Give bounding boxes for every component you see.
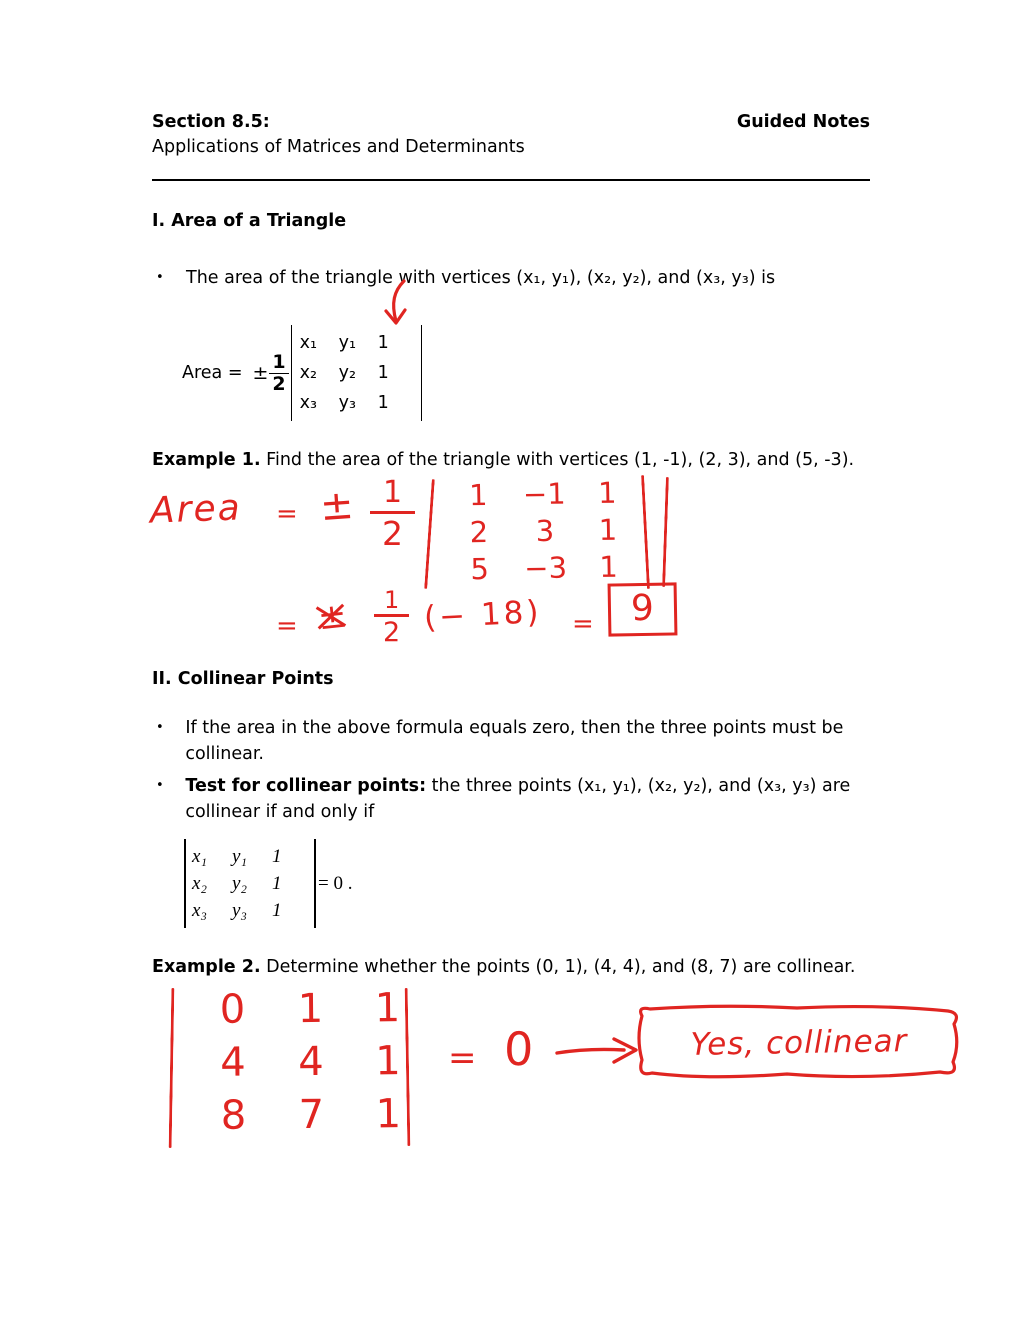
matrix-row bbox=[298, 358, 415, 388]
handwritten-one-half bbox=[370, 477, 415, 552]
matrix-cell: 1 bbox=[272, 900, 282, 921]
matrix-cell: 1 bbox=[377, 363, 389, 383]
matrix-cell: 4 bbox=[298, 1038, 324, 1086]
bullet-icon: • bbox=[156, 720, 164, 735]
conclusion-box bbox=[632, 1002, 966, 1084]
collinear-determinant-matrix bbox=[184, 839, 316, 928]
matrix-cell: x₁ bbox=[299, 333, 318, 353]
matrix-cell: 5 bbox=[470, 551, 490, 587]
hw-fraction-numerator: 1 bbox=[382, 475, 403, 510]
plus-minus-sign: ± bbox=[252, 362, 269, 384]
matrix-cell: 1 bbox=[374, 985, 401, 1032]
matrix-row bbox=[190, 897, 310, 924]
guided-notes-label: Guided Notes bbox=[736, 112, 870, 132]
matrix-cell: 1 bbox=[377, 393, 389, 413]
bullet-icon: • bbox=[156, 270, 164, 285]
matrix-cell: 1 bbox=[599, 549, 619, 585]
area-determinant-matrix bbox=[291, 325, 422, 421]
matrix-cell: 1 bbox=[598, 512, 618, 548]
matrix-cell: 8 bbox=[220, 1092, 247, 1139]
handwritten-zero: 0 bbox=[503, 1021, 535, 1077]
determinant-right-bar bbox=[641, 475, 650, 589]
matrix-cell: 4 bbox=[220, 1039, 246, 1086]
handwritten-determinant-value: (− 18) bbox=[423, 593, 543, 637]
matrix-cell: y₁ bbox=[232, 846, 248, 867]
handwritten-down-arrow-icon bbox=[374, 277, 418, 331]
handwritten-matrix bbox=[193, 985, 426, 1146]
matrix-cell: −3 bbox=[523, 550, 568, 586]
example1-body: Find the area of the triangle with vertices (1, -1), (2, 3), and (5, -3). bbox=[260, 450, 855, 470]
bullet-test-text bbox=[185, 773, 870, 825]
matrix-cell: 1 bbox=[375, 1038, 401, 1085]
matrix-cell: y₃ bbox=[338, 393, 357, 413]
handwritten-matrix bbox=[449, 475, 635, 589]
example2-body: Determine whether the points (0, 1), (4, 4), and (8, 7) are collinear. bbox=[260, 957, 856, 977]
matrix-cell: 1 bbox=[597, 475, 617, 511]
handwritten-one-half bbox=[374, 587, 409, 648]
matrix-cell: 7 bbox=[298, 1091, 325, 1139]
matrix-cell: 2 bbox=[469, 514, 489, 550]
subtitle: Applications of Matrices and Determinants bbox=[152, 137, 525, 157]
matrix-cell: 3 bbox=[535, 513, 555, 549]
bullet-icon: • bbox=[156, 778, 164, 793]
example1-handwork bbox=[149, 475, 870, 657]
header bbox=[152, 112, 870, 132]
bullet-area-formula bbox=[152, 265, 870, 291]
example2-text bbox=[152, 954, 872, 980]
matrix-cell: 1 bbox=[272, 846, 282, 867]
matrix-cell: 1 bbox=[375, 1091, 402, 1138]
determinant-left-bar bbox=[424, 479, 435, 589]
heading-collinear-points: II. Collinear Points bbox=[152, 669, 334, 689]
handwritten-equals: = bbox=[448, 1038, 477, 1078]
matrix-row bbox=[190, 843, 310, 870]
hw-fraction-numerator: 1 bbox=[383, 586, 400, 614]
test-for-collinear-body: the three points (x₁, y₁), (x₂, y₂), and (x₃, y₃) are collinear if and only if bbox=[185, 776, 851, 822]
matrix-cell: x₂ bbox=[192, 873, 208, 894]
matrix-cell: 0 bbox=[219, 986, 246, 1033]
handwritten-equals: = bbox=[276, 611, 298, 641]
test-for-collinear-label: Test for collinear points: bbox=[185, 776, 427, 796]
handwritten-equals: = bbox=[276, 499, 298, 529]
area-equals-label: Area = bbox=[182, 363, 243, 383]
boxed-answer: 9 bbox=[608, 582, 678, 636]
area-formula bbox=[182, 325, 422, 421]
section-title: Section 8.5: bbox=[152, 112, 270, 132]
example2-label: Example 2. bbox=[152, 957, 261, 977]
conclusion-text: Yes, collinear bbox=[690, 1023, 908, 1063]
equals-zero-label: = 0 . bbox=[318, 872, 353, 894]
matrix-cell: y₂ bbox=[338, 363, 357, 383]
determinant-left-bar bbox=[169, 988, 175, 1148]
matrix-cell: x₃ bbox=[299, 393, 318, 413]
handwritten-equals: = bbox=[572, 609, 594, 639]
matrix-row bbox=[298, 388, 415, 418]
hw-fraction-denominator: 2 bbox=[374, 614, 409, 648]
fraction-denominator: 2 bbox=[272, 372, 286, 395]
bullet-collinear-text: If the area in the above formula equals zero, then the three points must be collinear. bbox=[185, 718, 844, 764]
one-half-fraction bbox=[269, 352, 288, 395]
matrix-cell: x₃ bbox=[192, 900, 208, 921]
determinant-right-bar bbox=[662, 477, 669, 587]
matrix-cell: y₃ bbox=[232, 900, 248, 921]
bullet-area-text: The area of the triangle with vertices (x₁, y₁), (x₂, y₂), and (x₃, y₃) is bbox=[186, 268, 776, 288]
heading-area-of-triangle: I. Area of a Triangle bbox=[152, 211, 347, 231]
hw-fraction-denominator: 2 bbox=[370, 511, 415, 552]
matrix-cell: 1 bbox=[377, 333, 389, 353]
handwritten-area-word: Area bbox=[149, 487, 243, 532]
matrix-cell: 1 bbox=[297, 985, 324, 1033]
matrix-cell: x₂ bbox=[299, 363, 318, 383]
matrix-cell: 1 bbox=[468, 477, 488, 513]
crossed-plus-minus bbox=[316, 596, 349, 639]
example1-text bbox=[152, 447, 872, 473]
plus-minus-glyph: ± bbox=[315, 595, 349, 639]
matrix-cell: −1 bbox=[522, 476, 566, 512]
collinear-determinant bbox=[184, 839, 352, 928]
matrix-cell: y₂ bbox=[232, 873, 248, 894]
example2-handwork bbox=[152, 985, 908, 1158]
matrix-cell: x₁ bbox=[192, 846, 208, 867]
handwritten-plus-minus: ± bbox=[318, 481, 356, 531]
bullet-collinear-1 bbox=[152, 715, 870, 767]
matrix-cell: y₁ bbox=[338, 333, 357, 353]
matrix-row bbox=[298, 328, 415, 358]
fraction-numerator: 1 bbox=[269, 352, 288, 374]
bullet-collinear-2 bbox=[152, 773, 870, 825]
horizontal-rule bbox=[152, 179, 870, 181]
matrix-cell: 1 bbox=[272, 873, 282, 894]
example1-label: Example 1. bbox=[152, 450, 261, 470]
matrix-row bbox=[190, 870, 310, 897]
